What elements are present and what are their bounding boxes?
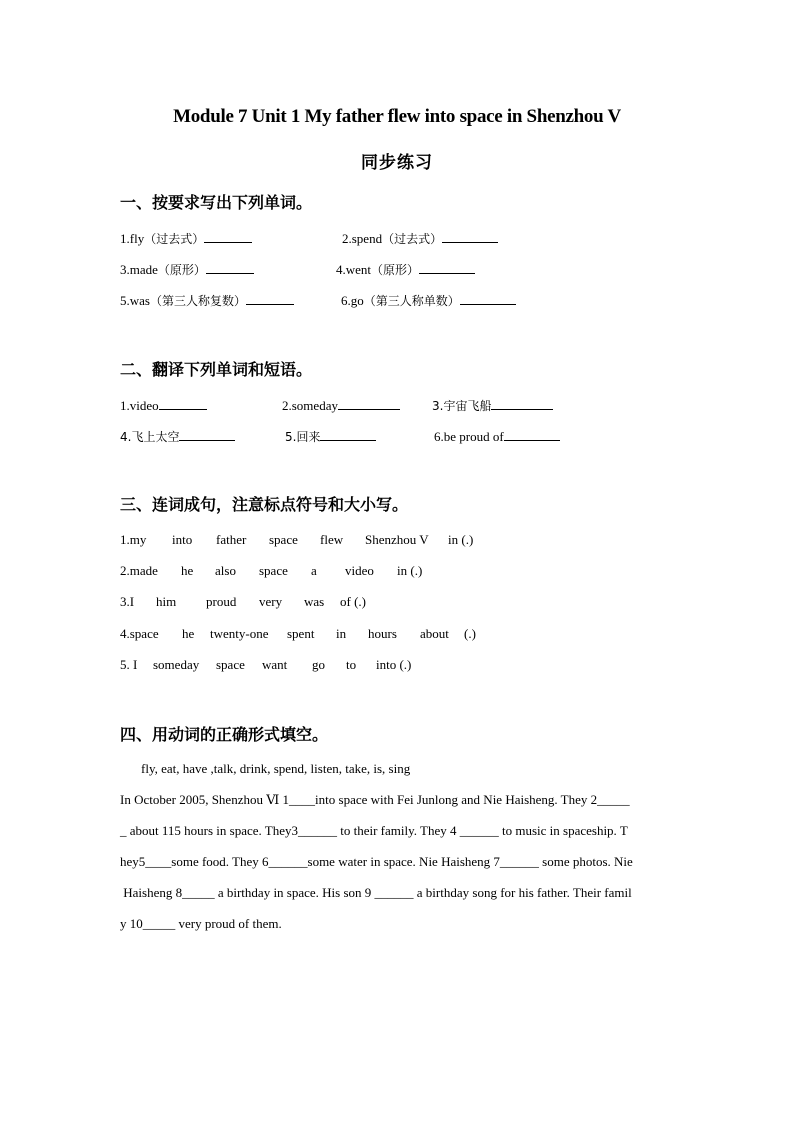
section-1-heading: 一、按要求写出下列单词。 xyxy=(120,193,313,212)
section-4-heading: 四、用动词的正确形式填空。 xyxy=(120,725,329,744)
sec1-item-2: 2.spend（过去式） xyxy=(342,230,498,247)
answer-blank[interactable] xyxy=(504,428,560,441)
passage-line: hey5____some food. They 6______some water in space. Nie Haisheng 7______ some photos. Nie xyxy=(120,854,633,869)
answer-blank[interactable] xyxy=(206,261,254,274)
answer-blank[interactable] xyxy=(338,397,400,410)
sec1-item-6: 6.go（第三人称单数） xyxy=(341,292,516,309)
sec1-item-4: 4.went（原形） xyxy=(336,261,475,278)
answer-blank[interactable] xyxy=(246,292,294,305)
answer-blank[interactable] xyxy=(159,397,207,410)
page-title: Module 7 Unit 1 My father flew into space in Shenzhou V xyxy=(173,106,621,127)
sec2-item-1: 1.video xyxy=(120,397,207,414)
sec1-item-1: 1.fly（过去式） xyxy=(120,230,252,247)
sec3-row-5: 5. I someday space want go to into (.) xyxy=(120,657,412,672)
sec3-row-4: 4.space he twenty-one spent in hours about (.) xyxy=(120,626,476,641)
page-subtitle: 同步练习 xyxy=(361,153,433,173)
word-bank: fly, eat, have ,talk, drink, spend, listen, take, is, sing xyxy=(141,761,411,776)
sec2-item-5: 5.回来 xyxy=(285,428,376,445)
section-3-heading: 三、连词成句，注意标点符号和大小写。 xyxy=(120,495,409,514)
sec1-item-5: 5.was（第三人称复数） xyxy=(120,292,294,309)
answer-blank[interactable] xyxy=(179,428,235,441)
passage-line: y 10_____ very proud of them. xyxy=(120,916,282,931)
answer-blank[interactable] xyxy=(320,428,376,441)
answer-blank[interactable] xyxy=(204,230,252,243)
answer-blank[interactable] xyxy=(419,261,475,274)
sec2-item-2: 2.someday xyxy=(282,397,400,414)
sec2-item-4: 4.飞上太空 xyxy=(120,428,235,445)
passage-line: Haisheng 8_____ a birthday in space. His son 9 ______ a birthday song for his father. Their famil xyxy=(120,885,632,900)
cloze-passage xyxy=(120,784,672,939)
answer-blank[interactable] xyxy=(491,397,553,410)
sec2-item-6: 6.be proud of xyxy=(434,428,560,445)
section-2-heading: 二、翻译下列单词和短语。 xyxy=(120,360,313,379)
sec3-row-1: 1.my into father space flew Shenzhou V in (.) xyxy=(120,532,474,547)
passage-line: In October 2005, Shenzhou Ⅵ 1____into space with Fei Junlong and Nie Haisheng. They 2_____ xyxy=(120,792,630,807)
answer-blank[interactable] xyxy=(442,230,498,243)
sec3-row-3: 3.I him proud very was of (.) xyxy=(120,594,366,609)
sec1-item-3: 3.made（原形） xyxy=(120,261,254,278)
passage-line: _ about 115 hours in space. They3______ to their family. They 4 ______ to music in spaceship. T xyxy=(120,823,628,838)
sec2-item-3: 3.宇宙飞船 xyxy=(432,397,553,414)
answer-blank[interactable] xyxy=(460,292,516,305)
sec3-row-2: 2.made he also space a video in (.) xyxy=(120,563,423,578)
